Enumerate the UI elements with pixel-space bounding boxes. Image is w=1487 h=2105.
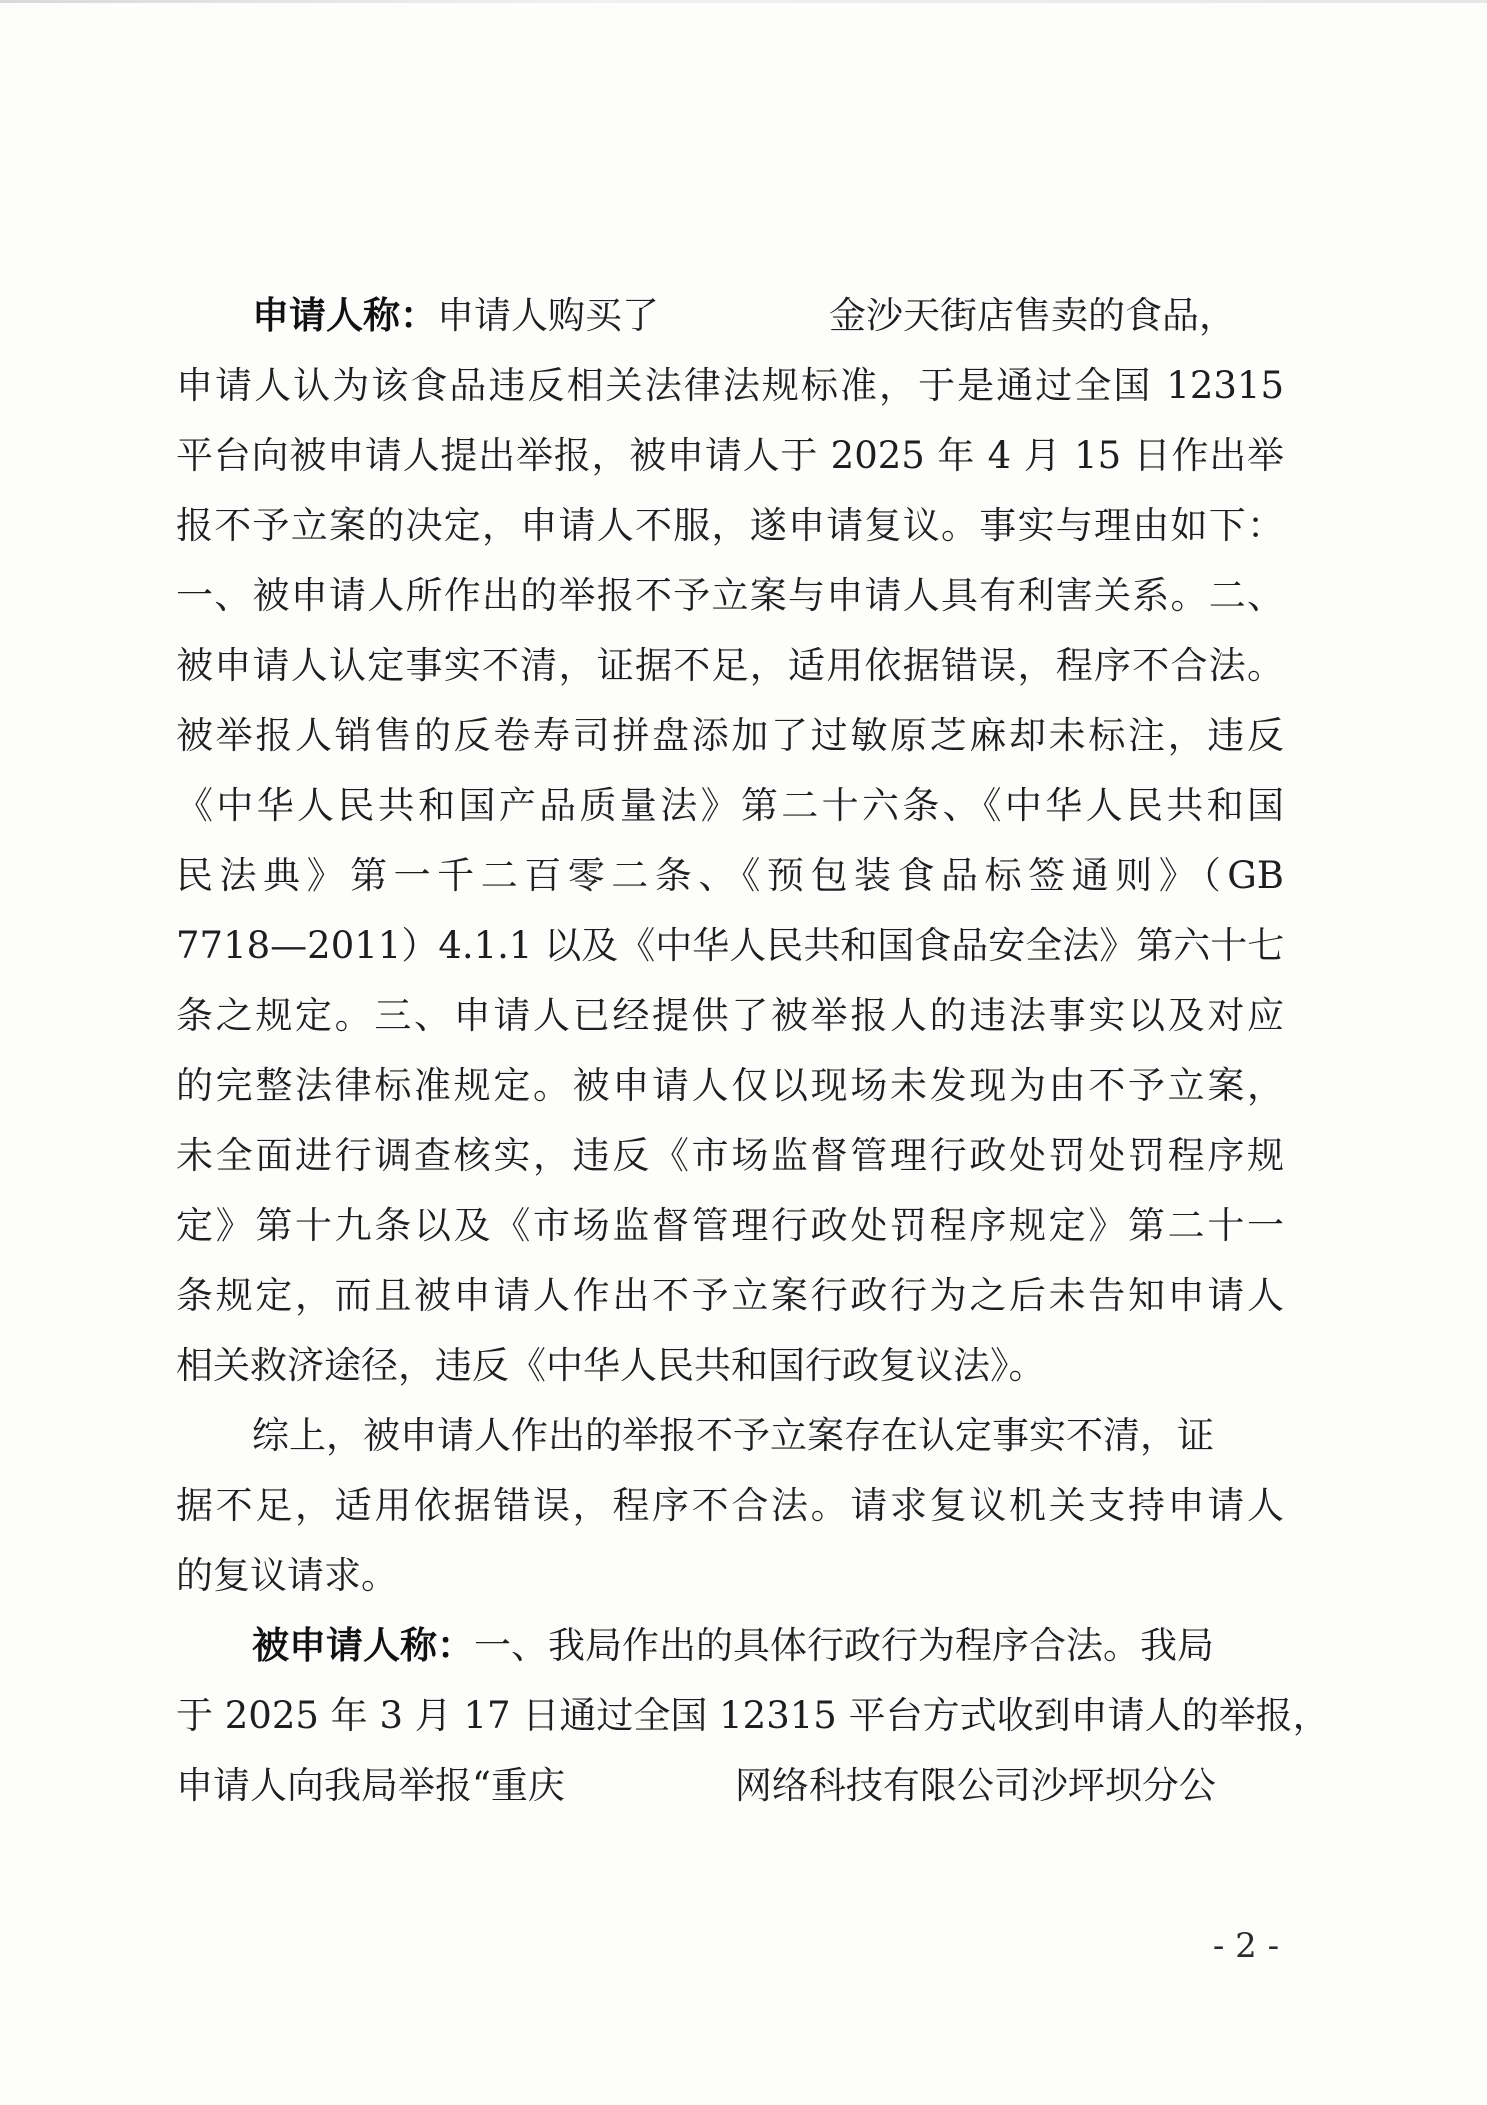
respondent-lead: 被申请人称： — [252, 1624, 474, 1667]
applicant-line-15: 条规定，而且被申请人作出不予立案行政行为之后未告知申请人 — [176, 1274, 1284, 1317]
applicant-line-13: 未全面进行调查核实，违反《市场监督管理行政处罚处罚程序规 — [176, 1134, 1284, 1177]
applicant-line-2: 申请人认为该食品违反相关法律法规标准，于是通过全国 12315 — [176, 364, 1284, 407]
summary-line-1: 综上，被申请人作出的举报不予立案存在认定事实不清，证 — [252, 1414, 1214, 1457]
applicant-line-12: 的完整法律标准规定。被申请人仅以现场未发现为由不予立案， — [176, 1064, 1284, 1107]
applicant-line-14: 定》第十九条以及《市场监督管理行政处罚程序规定》第二十一 — [176, 1204, 1284, 1247]
applicant-line-8: 《中华人民共和国产品质量法》第二十六条、《中华人民共和国 — [176, 784, 1284, 827]
applicant-line-7: 被举报人销售的反卷寿司拼盘添加了过敏原芝麻却未标注，违反 — [176, 714, 1284, 757]
applicant-line-9: 民法典》第一千二百零二条、《预包装食品标签通则》（GB — [176, 854, 1284, 897]
scan-edge — [0, 0, 1487, 3]
applicant-line-1 — [252, 288, 1360, 344]
applicant-line1-part1: 申请人购买了 — [437, 294, 659, 337]
applicant-lead: 申请人称： — [252, 294, 437, 337]
applicant-line-11: 条之规定。三、申请人已经提供了被举报人的违法事实以及对应 — [176, 994, 1284, 1037]
respondent-line-3 — [176, 1758, 1284, 1814]
respondent-line-2: 于 2025 年 3 月 17 日通过全国 12315 平台方式收到申请人的举报， — [176, 1694, 1330, 1737]
respondent-line3-part1: 申请人向我局举报“重庆 — [176, 1764, 565, 1807]
page-number: - 2 - — [1212, 1926, 1280, 1966]
summary-line-3: 的复议请求。 — [176, 1554, 398, 1597]
applicant-line-3: 平台向被申请人提出举报，被申请人于 2025 年 4 月 15 日作出举 — [176, 434, 1284, 477]
applicant-line-10: 7718—2011）4.1.1 以及《中华人民共和国食品安全法》第六十七 — [176, 924, 1285, 967]
respondent-line1-rest: 一、我局作出的具体行政行为程序合法。我局 — [474, 1624, 1214, 1667]
applicant-line-16: 相关救济途径，违反《中华人民共和国行政复议法》。 — [176, 1344, 1046, 1387]
respondent-line3-part2: 网络科技有限公司沙坪坝分公 — [734, 1764, 1216, 1807]
applicant-line1-part2: 金沙天街店售卖的食品， — [829, 294, 1236, 337]
summary-line-2: 据不足，适用依据错误，程序不合法。请求复议机关支持申请人 — [176, 1484, 1284, 1527]
applicant-line-5: 一、被申请人所作出的举报不予立案与申请人具有利害关系。二、 — [176, 574, 1284, 617]
applicant-line-4: 报不予立案的决定，申请人不服，遂申请复议。事实与理由如下： — [176, 504, 1284, 547]
respondent-line-1 — [252, 1618, 1360, 1674]
applicant-line-6: 被申请人认定事实不清，证据不足，适用依据错误，程序不合法。 — [176, 644, 1284, 687]
